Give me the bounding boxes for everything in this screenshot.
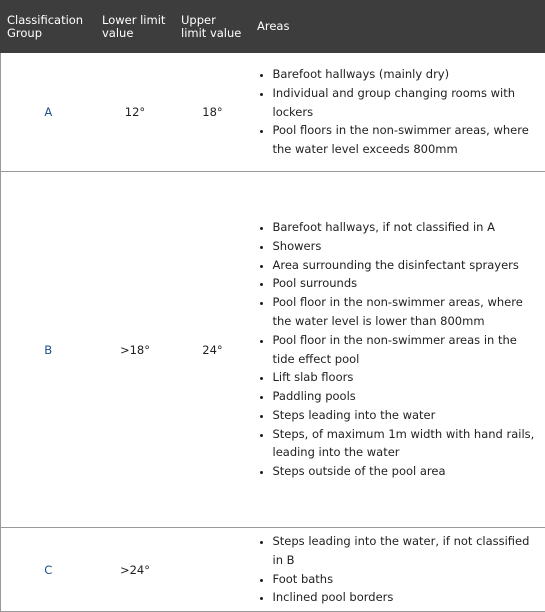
group-cell: B: [1, 172, 96, 528]
area-item: • Steps, of maximum 1m width with hand rails, leading into the water: [273, 425, 538, 463]
area-item: • Barefoot hallways (mainly dry): [273, 65, 538, 84]
area-item: • Foot baths: [273, 570, 538, 589]
header-areas: Areas: [251, 1, 545, 53]
area-item: • Individual and group changing rooms with lockers: [273, 84, 538, 122]
area-item: • Pool floor in the non-swimmer areas, where the water level is lower than 800mm: [273, 293, 538, 331]
upper-limit-cell: 18°: [175, 53, 251, 172]
areas-cell: [251, 53, 545, 172]
area-item: • Inclined pool borders: [273, 588, 538, 607]
area-item: • Area surrounding the disinfectant sprayers: [273, 256, 538, 275]
lower-limit-cell: 12°: [96, 53, 175, 172]
group-cell: A: [1, 53, 96, 172]
areas-list: [251, 65, 538, 159]
area-item: • Pool surrounds: [273, 274, 538, 293]
areas-cell: [251, 172, 545, 528]
areas-list: [251, 218, 538, 481]
area-item: • Showers: [273, 237, 538, 256]
areas-list: [251, 532, 538, 607]
area-item: • Steps outside of the pool area: [273, 462, 538, 481]
area-item: • Pool floor in the non-swimmer areas in the tide effect pool: [273, 331, 538, 369]
header-classification-group: Classification Group: [1, 1, 96, 53]
area-item: • Paddling pools: [273, 387, 538, 406]
area-item: • Steps leading into the water: [273, 406, 538, 425]
group-cell: C: [1, 528, 96, 612]
area-item: • Pool floors in the non-swimmer areas, where the water level exceeds 800mm: [273, 121, 538, 159]
area-item: • Lift slab floors: [273, 368, 538, 387]
table-row-c: [1, 528, 545, 612]
area-item: • Barefoot hallways, if not classified in A: [273, 218, 538, 237]
lower-limit-cell: >18°: [96, 172, 175, 528]
table-row-b: [1, 172, 545, 528]
upper-limit-cell: [175, 528, 251, 612]
lower-limit-cell: >24°: [96, 528, 175, 612]
header-upper-limit: Upper limit value: [175, 1, 251, 53]
header-lower-limit: Lower limit value: [96, 1, 175, 53]
areas-cell: [251, 528, 545, 612]
table-row-a: [1, 53, 545, 172]
area-item: • Steps leading into the water, if not classified in B: [273, 532, 538, 570]
header-row: [1, 1, 545, 53]
upper-limit-cell: 24°: [175, 172, 251, 528]
